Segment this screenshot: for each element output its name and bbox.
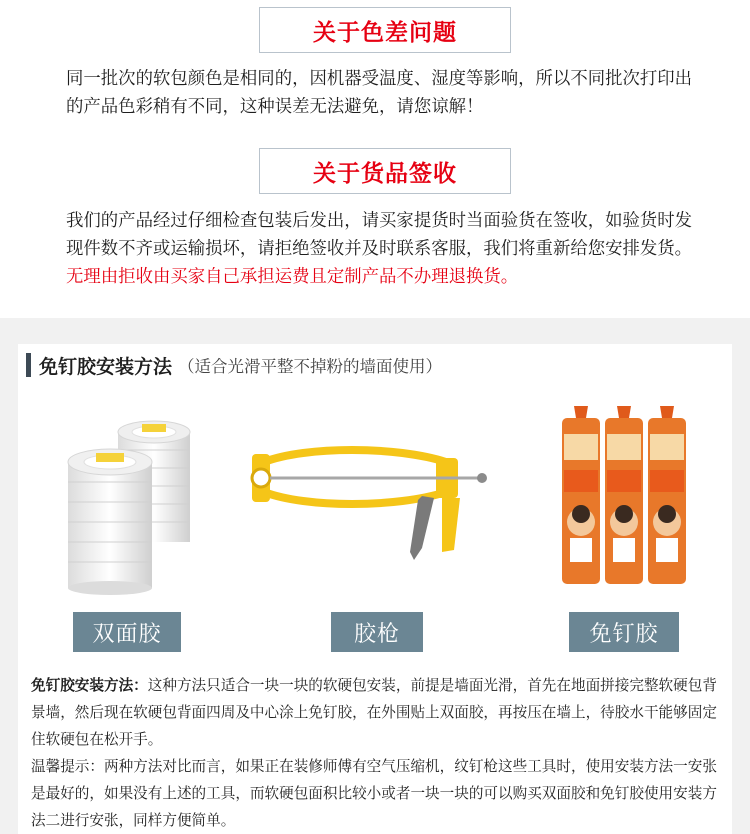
delivery-receipt-text [66, 207, 706, 291]
install-heading [26, 352, 442, 378]
heading-bar [26, 353, 31, 377]
method-body: 这种方法只适合一块一块的软硬包安装，前提是墙面光滑，首先在地面拼接完整软硬包背景墙，然后现在软硬包背面四周及中心涂上免钉胶，在外围贴上双面胶，再按压在墙上，待胶水干能够固定住软硬包在松开手。 [31, 677, 717, 748]
product-label-tape-text: 双面胶 [92, 621, 162, 647]
product-label-glue-text: 免钉胶 [589, 621, 659, 647]
caulking-gun-icon [246, 440, 490, 580]
product-label-tape [73, 612, 181, 652]
nail-free-glue-tubes-icon [556, 404, 692, 590]
product-label-gun [331, 612, 423, 652]
color-difference-title [259, 7, 511, 53]
delivery-receipt-title [259, 148, 511, 194]
delivery-receipt-body: 我们的产品经过仔细检查包装后发出，请买家提货时当面验货在签收，如验货时发现件数不齐或运输损坏，请拒绝签收并及时联系客服，我们将重新给您安排发货。 [66, 211, 693, 259]
install-heading-title: 免钉胶安装方法 [39, 355, 173, 378]
double-sided-tape-icon [60, 410, 210, 595]
color-difference-text: 同一批次的软包颜色是相同的，因机器受温度、湿度等影响，所以不同批次打印出的产品色彩稍有不同，这种误差无法避免，请您谅解！ [66, 69, 693, 117]
warm-tip: 温馨提示：两种方法对比而言，如果正在装修师傅有空气压缩机，纹钉枪这些工具时，使用安装方法一安张是最好的，如果没有上述的工具，而软硬包面积比较小或者一块一块的可以购买双面胶和免钉胶使用安装方法二进行安张，同样方便简单。 [31, 758, 717, 829]
install-method-text [31, 672, 725, 834]
product-label-glue [569, 612, 679, 652]
method-paragraph [31, 672, 725, 753]
method-label: 免钉胶安装方法： [31, 677, 148, 694]
delivery-receipt-title-text: 关于货品签收 [313, 160, 457, 187]
delivery-refusal-warning: 无理由拒收由买家自己承担运费且定制产品不办理退换货。 [66, 267, 519, 287]
product-label-gun-text: 胶枪 [353, 621, 400, 647]
color-difference-title-text: 关于色差问题 [313, 19, 457, 46]
install-heading-subtitle: （适合光滑平整不掉粉的墙面使用） [178, 357, 443, 376]
